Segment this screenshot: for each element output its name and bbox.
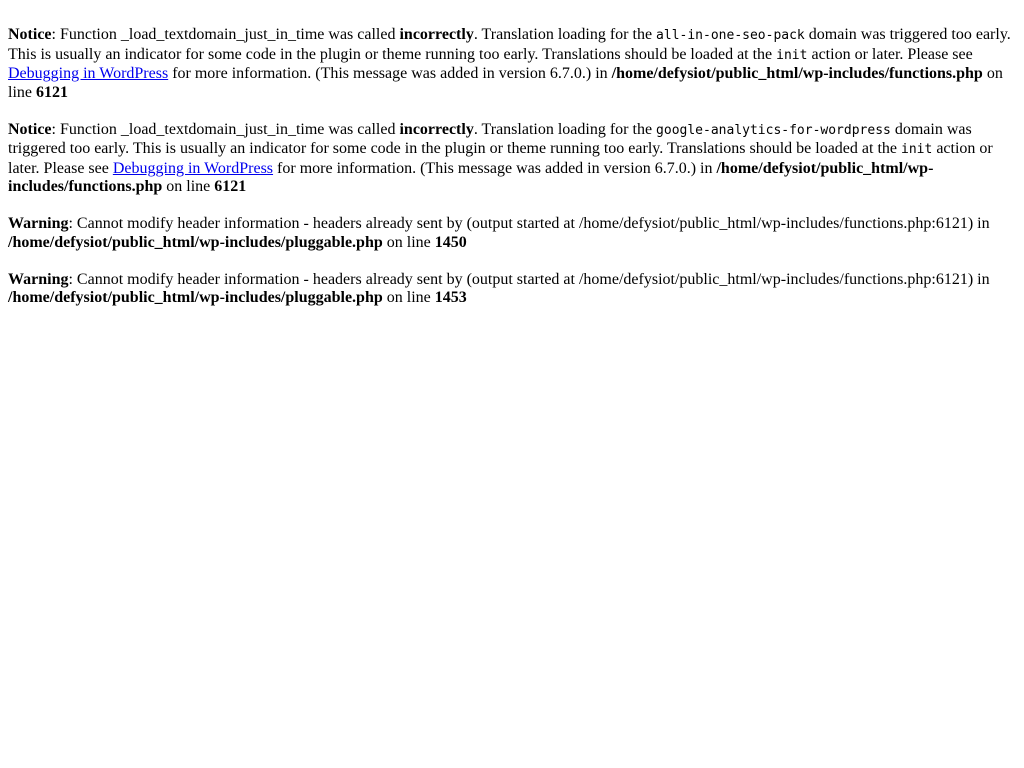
message-text: domain was triggered too early. This is usually an indicator for some code in the plugin or theme running too early. Translations should be loaded at the	[8, 26, 1011, 63]
debugging-link[interactable]: Debugging in WordPress	[112, 159, 274, 177]
message-type-label: Warning	[8, 270, 69, 288]
file-path: /home/defysiot/public_html/wp-includes/functions.php	[611, 65, 983, 82]
message-text: : Cannot modify header information - headers already sent by (output started at /home/defysiot/public_html/wp-includes/functions.php:6121) in	[68, 215, 990, 232]
error-output	[8, 26, 1016, 308]
warning-message	[8, 271, 1016, 308]
textdomain-code: all-in-one-seo-pack	[656, 28, 805, 43]
message-emphasis: incorrectly	[399, 120, 474, 138]
notice-message	[8, 121, 1016, 197]
line-number: 1450	[434, 233, 467, 251]
message-text: for more information. (This message was added in version 6.7.0.) in	[168, 65, 612, 82]
notice-message	[8, 26, 1016, 102]
message-type-label: Notice	[8, 120, 52, 138]
line-number: 6121	[36, 83, 68, 101]
message-text: for more information. (This message was added in version 6.7.0.) in	[273, 159, 717, 177]
file-path: /home/defysiot/public_html/wp-includes/functions.php	[8, 159, 934, 195]
message-type-label: Warning	[8, 215, 69, 232]
message-text: on line	[162, 178, 215, 195]
message-text: : Function _load_textdomain_just_in_time was called	[51, 26, 400, 43]
message-text: . Translation loading for the	[473, 26, 657, 43]
message-emphasis: incorrectly	[399, 26, 474, 43]
message-text: on line	[382, 233, 435, 251]
message-text: domain was triggered too early. This is usually an indicator for some code in the plugin or theme running too early. Translations should be loaded at the	[8, 120, 972, 157]
message-type-label: Notice	[8, 26, 52, 43]
textdomain-code: google-analytics-for-wordpress	[656, 122, 891, 138]
debugging-link[interactable]: Debugging in WordPress	[8, 65, 169, 82]
message-text: : Cannot modify header information - headers already sent by (output started at /home/defysiot/public_html/wp-includes/functions.php:6121) in	[68, 270, 990, 288]
message-text: action or later. Please see	[807, 45, 973, 63]
hook-code: init	[776, 47, 808, 63]
message-text: on line	[8, 65, 1003, 101]
warning-message	[8, 215, 1016, 252]
line-number: 6121	[214, 178, 247, 195]
line-number: 1453	[434, 289, 467, 306]
message-text: . Translation loading for the	[473, 120, 657, 138]
message-text: action or later. Please see	[8, 140, 993, 177]
hook-code: init	[901, 142, 933, 157]
file-path: /home/defysiot/public_html/wp-includes/pluggable.php	[8, 289, 383, 306]
message-text: on line	[382, 289, 435, 306]
file-path: /home/defysiot/public_html/wp-includes/pluggable.php	[8, 233, 383, 251]
message-text: : Function _load_textdomain_just_in_time was called	[51, 120, 400, 138]
